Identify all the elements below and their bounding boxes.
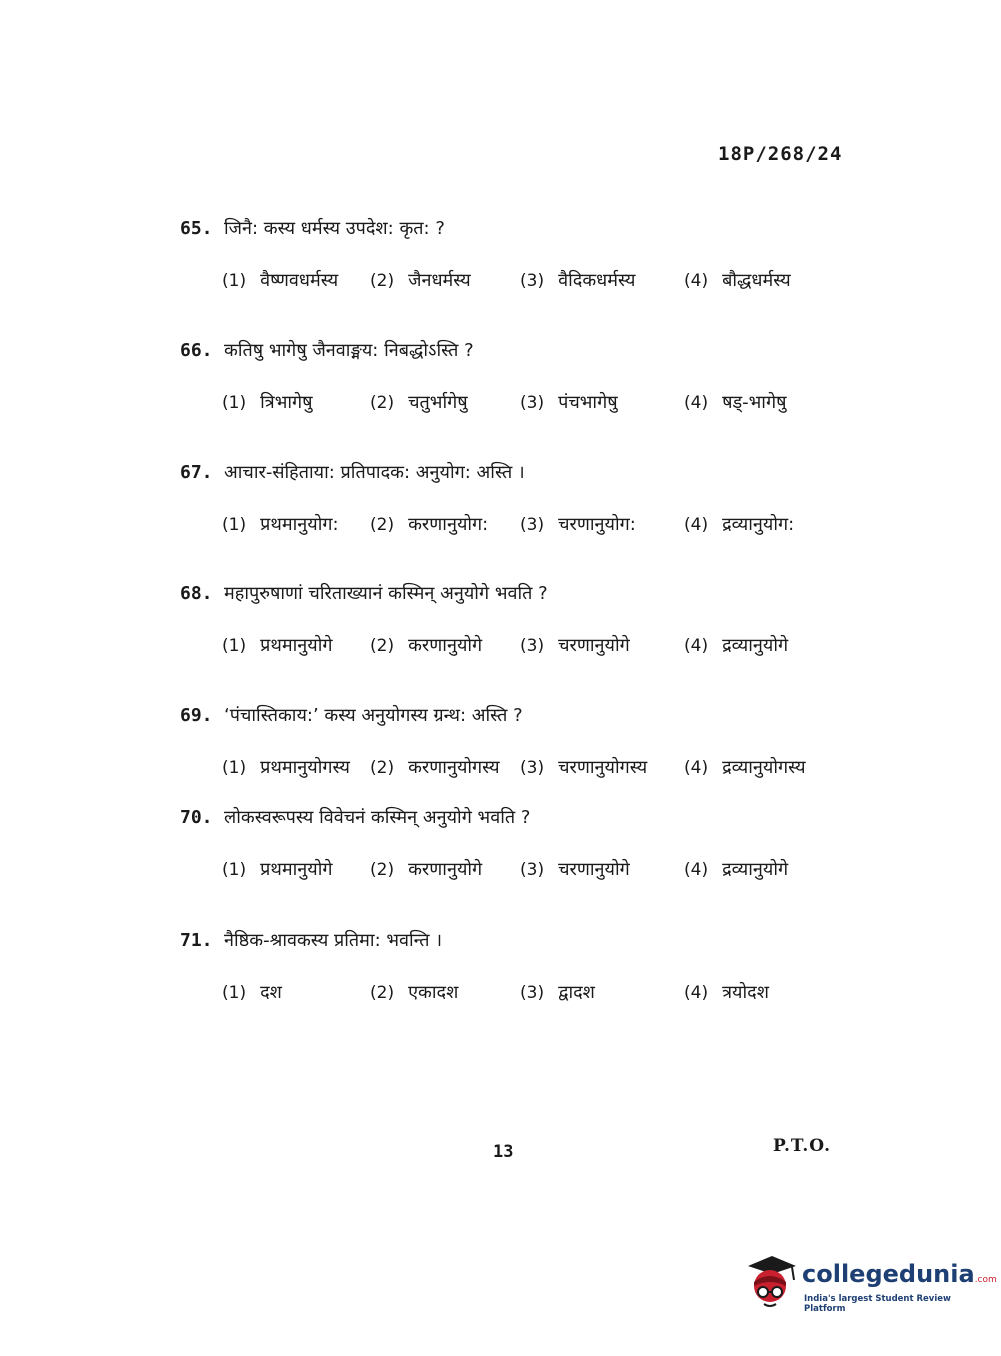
option-number: (4) — [684, 271, 709, 291]
option-4 — [684, 390, 786, 414]
option-number: (2) — [370, 515, 395, 535]
option-text: प्रथमानुयोगस्य — [260, 757, 350, 778]
option-number: (4) — [684, 636, 709, 656]
question-text: लोकस्वरूपस्य विवेचनं कस्मिन् अनुयोगे भवति ? — [224, 807, 531, 828]
option-text: करणानुयोगे — [408, 635, 483, 656]
option-number: (1) — [222, 393, 247, 413]
option-3 — [520, 268, 635, 292]
option-number: (2) — [370, 636, 395, 656]
option-3 — [520, 980, 595, 1004]
options-row — [180, 857, 880, 887]
option-text: करणानुयोगे — [408, 859, 483, 880]
option-number: (4) — [684, 393, 709, 413]
option-text: वैदिकधर्मस्य — [558, 270, 636, 291]
option-number: (3) — [520, 271, 545, 291]
option-2 — [370, 512, 488, 536]
option-text: दश — [260, 982, 282, 1003]
option-text: पंचभागेषु — [558, 392, 618, 413]
option-number: (1) — [222, 860, 247, 880]
option-1 — [222, 512, 339, 536]
logo-name-text: collegedunia — [802, 1260, 975, 1288]
logo-tagline: India's largest Student Review Platform — [804, 1294, 951, 1314]
option-text: त्रयोदश — [722, 982, 769, 1003]
option-number: (4) — [684, 758, 709, 778]
question-69 — [180, 703, 880, 785]
option-text: त्रिभागेषु — [260, 392, 313, 413]
question-text: जिनै: कस्य धर्मस्य उपदेश: कृत: ? — [224, 218, 445, 239]
question-68 — [180, 581, 880, 663]
option-text: द्रव्यानुयोगे — [722, 635, 789, 656]
option-text: द्रव्यानुयोगे — [722, 859, 789, 880]
option-text: षड्-भागेषु — [722, 392, 787, 413]
option-number: (3) — [520, 636, 545, 656]
option-number: (2) — [370, 271, 395, 291]
option-text: करणानुयोगस्य — [408, 757, 500, 778]
option-number: (3) — [520, 515, 545, 535]
option-2 — [370, 268, 471, 292]
option-number: (2) — [370, 393, 395, 413]
option-1 — [222, 980, 282, 1004]
option-3 — [520, 390, 618, 414]
question-number: 70. — [180, 807, 213, 828]
option-number: (4) — [684, 860, 709, 880]
option-number: (3) — [520, 983, 545, 1003]
question-71 — [180, 928, 880, 1010]
question-number: 66. — [180, 340, 213, 361]
question-text: ‘पंचास्तिकाय:’ कस्य अनुयोगस्य ग्रन्थ: अस्ति ? — [224, 705, 523, 726]
option-3 — [520, 755, 647, 779]
option-number: (1) — [222, 515, 247, 535]
option-number: (1) — [222, 758, 247, 778]
option-text: प्रथमानुयोग: — [260, 514, 339, 535]
option-number: (3) — [520, 860, 545, 880]
options-row — [180, 633, 880, 663]
option-number: (2) — [370, 983, 395, 1003]
option-4 — [684, 633, 788, 657]
option-text: चरणानुयोगे — [558, 859, 630, 880]
option-text: वैष्णवधर्मस्य — [260, 270, 339, 291]
option-text: द्रव्यानुयोग: — [722, 514, 795, 535]
option-text: द्रव्यानुयोगस्य — [722, 757, 806, 778]
option-2 — [370, 633, 482, 657]
question-number: 69. — [180, 705, 213, 726]
option-text: जैनधर्मस्य — [408, 270, 471, 291]
options-row — [180, 512, 880, 542]
option-text: प्रथमानुयोगे — [260, 859, 333, 880]
logo-suffix: .com — [974, 1275, 997, 1285]
question-text: महापुरुषाणां चरिताख्यानं कस्मिन् अनुयोगे भवति ? — [224, 583, 548, 604]
option-text: द्वादश — [558, 982, 595, 1003]
option-number: (4) — [684, 515, 709, 535]
option-4 — [684, 512, 794, 536]
option-number: (1) — [222, 271, 247, 291]
question-66 — [180, 338, 880, 420]
option-4 — [684, 268, 791, 292]
question-number: 67. — [180, 462, 213, 483]
options-row — [180, 755, 880, 785]
question-number: 68. — [180, 583, 213, 604]
option-text: बौद्धधर्मस्य — [722, 270, 791, 291]
collegedunia-logo — [742, 1252, 997, 1314]
question-number: 65. — [180, 218, 213, 239]
option-1 — [222, 633, 333, 657]
question-number: 71. — [180, 930, 213, 951]
option-4 — [684, 980, 769, 1004]
option-1 — [222, 390, 313, 414]
question-text: नैष्ठिक-श्रावकस्य प्रतिमा: भवन्ति । — [224, 930, 443, 951]
question-65 — [180, 216, 880, 298]
question-text: कतिषु भागेषु जैनवाङ्मय: निबद्धोऽस्ति ? — [224, 340, 474, 361]
option-number: (1) — [222, 636, 247, 656]
option-text: एकादश — [408, 982, 459, 1003]
options-row — [180, 390, 880, 420]
option-text: चरणानुयोगे — [558, 635, 630, 656]
option-text: चरणानुयोगस्य — [558, 757, 648, 778]
option-number: (3) — [520, 758, 545, 778]
option-4 — [684, 755, 806, 779]
option-1 — [222, 755, 350, 779]
option-3 — [520, 857, 630, 881]
options-row — [180, 268, 880, 298]
option-text: चतुर्भागेषु — [408, 392, 468, 413]
question-67 — [180, 460, 880, 542]
page-number: 13 — [493, 1142, 514, 1162]
logo-name — [802, 1260, 997, 1288]
option-number: (1) — [222, 983, 247, 1003]
option-3 — [520, 633, 630, 657]
option-number: (2) — [370, 758, 395, 778]
option-2 — [370, 980, 458, 1004]
option-text: प्रथमानुयोगे — [260, 635, 333, 656]
option-2 — [370, 857, 482, 881]
option-1 — [222, 857, 333, 881]
pto-label: P.T.O. — [773, 1136, 831, 1156]
option-1 — [222, 268, 338, 292]
options-row — [180, 980, 880, 1010]
option-3 — [520, 512, 636, 536]
option-4 — [684, 857, 788, 881]
option-text: करणानुयोग: — [408, 514, 489, 535]
option-2 — [370, 390, 468, 414]
paper-code: 18P/268/24 — [718, 143, 843, 165]
option-number: (2) — [370, 860, 395, 880]
option-2 — [370, 755, 500, 779]
option-number: (3) — [520, 393, 545, 413]
question-text: आचार-संहिताया: प्रतिपादक: अनुयोग: अस्ति । — [224, 462, 525, 483]
student-mascot-icon — [742, 1252, 798, 1312]
option-text: चरणानुयोग: — [558, 514, 636, 535]
option-number: (4) — [684, 983, 709, 1003]
question-70 — [180, 805, 880, 887]
